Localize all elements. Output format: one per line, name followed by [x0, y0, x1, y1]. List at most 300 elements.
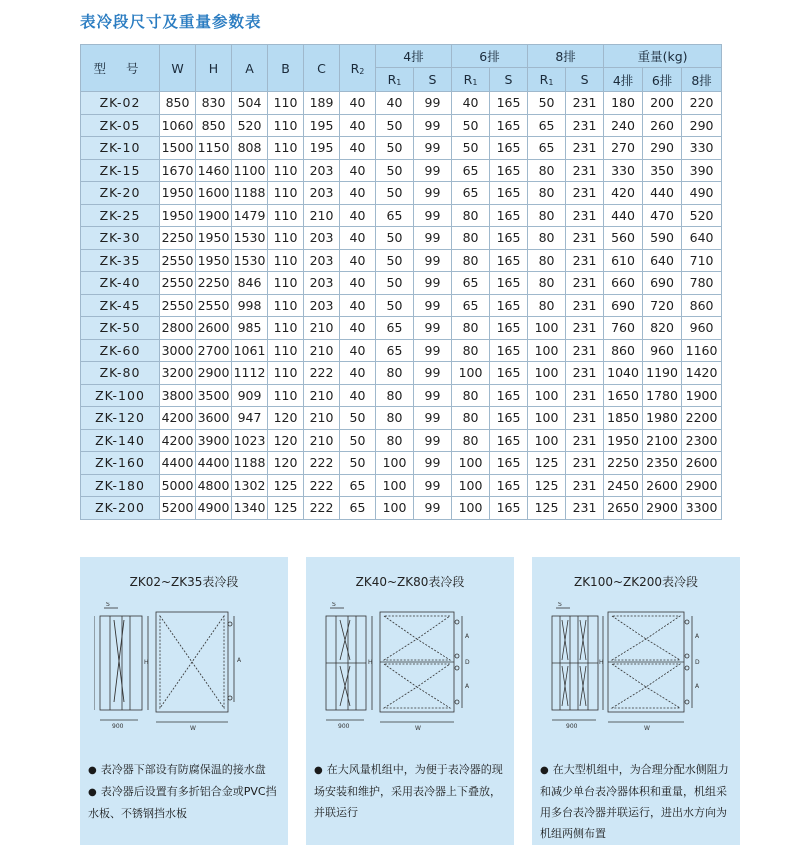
table-cell: 1950: [604, 429, 643, 452]
table-cell: 710: [682, 249, 722, 272]
table-cell: 80: [452, 339, 490, 362]
table-cell: 504: [232, 92, 268, 115]
table-cell: 80: [528, 204, 566, 227]
table-cell: 2100: [643, 429, 682, 452]
table-cell: 1850: [604, 407, 643, 430]
table-cell: 50: [376, 137, 414, 160]
table-cell: 65: [452, 294, 490, 317]
table-cell: 1500: [160, 137, 196, 160]
table-cell: 165: [490, 159, 528, 182]
table-cell: 65: [376, 317, 414, 340]
table-cell: 180: [604, 92, 643, 115]
table-row: [81, 114, 722, 137]
table-cell: 1100: [232, 159, 268, 182]
table-cell: 100: [452, 474, 490, 497]
table-cell: 100: [528, 339, 566, 362]
table-cell: 4900: [196, 497, 232, 520]
table-cell: 99: [414, 92, 452, 115]
table-cell: 960: [643, 339, 682, 362]
header-r2: R2: [340, 45, 376, 92]
table-cell: 99: [414, 182, 452, 205]
table-cell: 5200: [160, 497, 196, 520]
table-cell: 80: [528, 294, 566, 317]
header-r1: R1: [376, 68, 414, 92]
table-cell: 330: [604, 159, 643, 182]
table-cell: 50: [376, 249, 414, 272]
table-row: [81, 362, 722, 385]
table-cell: 40: [376, 92, 414, 115]
model-cell: ZK-60: [81, 339, 160, 362]
table-cell: 110: [268, 227, 304, 250]
table-cell: 231: [566, 339, 604, 362]
table-cell: 99: [414, 249, 452, 272]
table-row: [81, 272, 722, 295]
table-cell: 1530: [232, 227, 268, 250]
table-cell: 65: [452, 159, 490, 182]
spec-table: [80, 44, 722, 520]
svg-text:H: H: [599, 659, 604, 666]
table-row: [81, 137, 722, 160]
table-cell: 231: [566, 137, 604, 160]
table-cell: 231: [566, 114, 604, 137]
table-cell: 960: [682, 317, 722, 340]
table-cell: 99: [414, 407, 452, 430]
table-cell: 222: [304, 362, 340, 385]
table-cell: 99: [414, 159, 452, 182]
table-cell: 40: [452, 92, 490, 115]
table-cell: 2550: [160, 272, 196, 295]
table-cell: 40: [340, 339, 376, 362]
table-cell: 2900: [643, 497, 682, 520]
table-cell: 65: [528, 114, 566, 137]
svg-text:A: A: [465, 683, 470, 690]
panel-notes: [540, 759, 734, 844]
header-s: S: [490, 68, 528, 92]
table-cell: 490: [682, 182, 722, 205]
table-cell: 2550: [196, 294, 232, 317]
header-weight-6: 6排: [643, 68, 682, 92]
table-cell: 231: [566, 294, 604, 317]
table-cell: 80: [528, 272, 566, 295]
model-cell: ZK-10: [81, 137, 160, 160]
table-cell: 660: [604, 272, 643, 295]
table-cell: 65: [340, 497, 376, 520]
table-cell: 1530: [232, 249, 268, 272]
table-cell: 50: [340, 407, 376, 430]
table-cell: 200: [643, 92, 682, 115]
table-cell: 40: [340, 249, 376, 272]
table-cell: 40: [340, 182, 376, 205]
table-cell: 1112: [232, 362, 268, 385]
table-cell: 100: [452, 362, 490, 385]
table-cell: 165: [490, 249, 528, 272]
table-cell: 3600: [196, 407, 232, 430]
table-cell: 100: [452, 497, 490, 520]
table-cell: 520: [682, 204, 722, 227]
table-cell: 1340: [232, 497, 268, 520]
table-cell: 99: [414, 384, 452, 407]
table-cell: 909: [232, 384, 268, 407]
table-cell: 1950: [160, 182, 196, 205]
table-cell: 99: [414, 114, 452, 137]
table-cell: 850: [160, 92, 196, 115]
table-row: [81, 182, 722, 205]
table-cell: 1780: [643, 384, 682, 407]
table-row: [81, 452, 722, 475]
table-cell: 846: [232, 272, 268, 295]
table-cell: 231: [566, 474, 604, 497]
table-cell: 80: [452, 227, 490, 250]
table-cell: 125: [268, 474, 304, 497]
table-cell: 231: [566, 407, 604, 430]
table-cell: 780: [682, 272, 722, 295]
table-cell: 99: [414, 204, 452, 227]
table-cell: 40: [340, 204, 376, 227]
svg-text:A: A: [695, 683, 700, 690]
table-cell: 100: [376, 497, 414, 520]
table-cell: 1950: [196, 249, 232, 272]
table-cell: 640: [682, 227, 722, 250]
svg-text:D: D: [465, 659, 470, 666]
table-cell: 120: [268, 407, 304, 430]
table-cell: 203: [304, 159, 340, 182]
table-cell: 80: [528, 159, 566, 182]
svg-text:W: W: [644, 725, 650, 732]
table-cell: 1060: [160, 114, 196, 137]
table-cell: 203: [304, 227, 340, 250]
table-cell: 80: [452, 249, 490, 272]
model-cell: ZK-40: [81, 272, 160, 295]
table-cell: 590: [643, 227, 682, 250]
table-cell: 65: [528, 137, 566, 160]
table-cell: 1950: [160, 204, 196, 227]
header-c: C: [304, 45, 340, 92]
model-cell: ZK-30: [81, 227, 160, 250]
table-cell: 125: [528, 474, 566, 497]
table-cell: 2550: [160, 249, 196, 272]
table-cell: 99: [414, 294, 452, 317]
table-cell: 65: [452, 182, 490, 205]
table-cell: 1160: [682, 339, 722, 362]
header-s: S: [566, 68, 604, 92]
table-cell: 231: [566, 159, 604, 182]
table-cell: 3900: [196, 429, 232, 452]
table-cell: 470: [643, 204, 682, 227]
model-cell: ZK-80: [81, 362, 160, 385]
table-cell: 40: [340, 227, 376, 250]
table-row: [81, 227, 722, 250]
table-cell: 110: [268, 159, 304, 182]
header-weight: 重量(kg): [604, 45, 722, 68]
table-cell: 125: [528, 452, 566, 475]
table-cell: 110: [268, 339, 304, 362]
table-cell: 420: [604, 182, 643, 205]
table-cell: 210: [304, 204, 340, 227]
header-weight-4: 4排: [604, 68, 643, 92]
table-row: [81, 294, 722, 317]
header-group-6: 6排: [452, 45, 528, 68]
table-cell: 231: [566, 452, 604, 475]
table-cell: 2200: [682, 407, 722, 430]
table-cell: 125: [528, 497, 566, 520]
table-row: [81, 317, 722, 340]
header-group-4: 4排: [376, 45, 452, 68]
table-cell: 222: [304, 452, 340, 475]
table-cell: 231: [566, 384, 604, 407]
table-cell: 330: [682, 137, 722, 160]
table-cell: 1460: [196, 159, 232, 182]
table-cell: 270: [604, 137, 643, 160]
table-cell: 99: [414, 452, 452, 475]
table-cell: 165: [490, 429, 528, 452]
table-cell: 50: [452, 114, 490, 137]
table-cell: 640: [643, 249, 682, 272]
header-group-8: 8排: [528, 45, 604, 68]
table-cell: 1150: [196, 137, 232, 160]
table-cell: 50: [340, 429, 376, 452]
table-cell: 40: [340, 294, 376, 317]
table-cell: 1061: [232, 339, 268, 362]
table-cell: 110: [268, 137, 304, 160]
table-cell: 80: [528, 182, 566, 205]
table-cell: 99: [414, 339, 452, 362]
table-cell: 65: [452, 272, 490, 295]
panel-notes: [88, 759, 282, 824]
table-cell: 1040: [604, 362, 643, 385]
model-cell: ZK-45: [81, 294, 160, 317]
table-cell: 80: [452, 204, 490, 227]
table-cell: 110: [268, 272, 304, 295]
coil-diagram-stacked: [320, 602, 500, 742]
table-cell: 203: [304, 272, 340, 295]
table-cell: 99: [414, 227, 452, 250]
table-cell: 165: [490, 362, 528, 385]
panel-title: ZK100~ZK200表冷段: [573, 575, 699, 589]
table-cell: 440: [643, 182, 682, 205]
table-cell: 2650: [604, 497, 643, 520]
table-cell: 40: [340, 114, 376, 137]
table-cell: 1980: [643, 407, 682, 430]
table-cell: 40: [340, 362, 376, 385]
table-cell: 4400: [160, 452, 196, 475]
table-cell: 290: [643, 137, 682, 160]
table-cell: 99: [414, 497, 452, 520]
table-cell: 2800: [160, 317, 196, 340]
table-cell: 120: [268, 452, 304, 475]
model-cell: ZK-140: [81, 429, 160, 452]
table-cell: 1302: [232, 474, 268, 497]
table-row: [81, 384, 722, 407]
table-row: [81, 474, 722, 497]
svg-text:900: 900: [566, 723, 578, 730]
table-cell: 165: [490, 317, 528, 340]
table-cell: 99: [414, 272, 452, 295]
note-item: ● 在大风量机组中，为便于表冷器的现场安装和维护，采用表冷器上下叠放，并联运行: [314, 763, 503, 819]
header-h: H: [196, 45, 232, 92]
table-row: [81, 204, 722, 227]
model-cell: ZK-120: [81, 407, 160, 430]
table-cell: 1950: [196, 227, 232, 250]
table-cell: 720: [643, 294, 682, 317]
table-cell: 50: [376, 114, 414, 137]
table-cell: 2700: [196, 339, 232, 362]
panel-zk100-zk200: [532, 557, 740, 845]
table-cell: 1479: [232, 204, 268, 227]
table-cell: 65: [376, 339, 414, 362]
model-cell: ZK-20: [81, 182, 160, 205]
table-cell: 2600: [643, 474, 682, 497]
table-cell: 860: [604, 339, 643, 362]
table-cell: 80: [452, 407, 490, 430]
table-cell: 210: [304, 407, 340, 430]
table-cell: 110: [268, 384, 304, 407]
table-cell: 231: [566, 272, 604, 295]
table-cell: 80: [528, 227, 566, 250]
table-cell: 165: [490, 272, 528, 295]
svg-text:S: S: [332, 602, 336, 608]
table-cell: 240: [604, 114, 643, 137]
model-cell: ZK-15: [81, 159, 160, 182]
table-cell: 40: [340, 317, 376, 340]
table-cell: 260: [643, 114, 682, 137]
table-cell: 110: [268, 114, 304, 137]
table-cell: 830: [196, 92, 232, 115]
table-cell: 40: [340, 92, 376, 115]
table-cell: 3500: [196, 384, 232, 407]
table-cell: 520: [232, 114, 268, 137]
table-cell: 80: [376, 384, 414, 407]
table-cell: 80: [376, 362, 414, 385]
table-cell: 203: [304, 249, 340, 272]
table-cell: 210: [304, 384, 340, 407]
table-cell: 100: [528, 429, 566, 452]
table-cell: 165: [490, 474, 528, 497]
table-row: [81, 497, 722, 520]
svg-text:H: H: [368, 659, 373, 666]
panel-zk40-zk80: [306, 557, 514, 845]
header-r1: R1: [452, 68, 490, 92]
table-cell: 99: [414, 362, 452, 385]
table-cell: 2550: [160, 294, 196, 317]
table-cell: 110: [268, 182, 304, 205]
svg-text:A: A: [465, 633, 470, 640]
model-cell: ZK-180: [81, 474, 160, 497]
panel-notes: [314, 759, 508, 823]
table-cell: 189: [304, 92, 340, 115]
header-w: W: [160, 45, 196, 92]
table-cell: 4400: [196, 452, 232, 475]
table-cell: 3000: [160, 339, 196, 362]
table-cell: 220: [682, 92, 722, 115]
table-cell: 440: [604, 204, 643, 227]
table-cell: 2350: [643, 452, 682, 475]
coil-diagram-parallel: [546, 602, 726, 742]
table-cell: 2600: [196, 317, 232, 340]
header-model: 型 号: [81, 45, 160, 92]
table-cell: 4200: [160, 429, 196, 452]
table-cell: 2250: [196, 272, 232, 295]
table-cell: 100: [376, 452, 414, 475]
table-cell: 165: [490, 497, 528, 520]
page-title: 表冷段尺寸及重量参数表: [80, 13, 262, 31]
table-cell: 610: [604, 249, 643, 272]
table-cell: 231: [566, 362, 604, 385]
table-cell: 1650: [604, 384, 643, 407]
table-cell: 99: [414, 429, 452, 452]
table-cell: 2900: [682, 474, 722, 497]
table-cell: 231: [566, 204, 604, 227]
table-cell: 985: [232, 317, 268, 340]
table-cell: 808: [232, 137, 268, 160]
table-cell: 195: [304, 114, 340, 137]
model-cell: ZK-160: [81, 452, 160, 475]
table-cell: 1188: [232, 452, 268, 475]
model-cell: ZK-02: [81, 92, 160, 115]
table-cell: 100: [528, 384, 566, 407]
table-cell: 165: [490, 407, 528, 430]
table-cell: 165: [490, 182, 528, 205]
table-cell: 560: [604, 227, 643, 250]
table-cell: 860: [682, 294, 722, 317]
table-cell: 231: [566, 317, 604, 340]
table-row: [81, 159, 722, 182]
table-cell: 80: [376, 407, 414, 430]
table-cell: 125: [268, 497, 304, 520]
table-cell: 2250: [604, 452, 643, 475]
svg-text:H: H: [144, 659, 149, 666]
table-cell: 50: [452, 137, 490, 160]
svg-text:W: W: [190, 725, 196, 732]
table-cell: 231: [566, 497, 604, 520]
table-row: [81, 407, 722, 430]
table-cell: 222: [304, 474, 340, 497]
table-cell: 690: [604, 294, 643, 317]
table-cell: 231: [566, 227, 604, 250]
table-cell: 165: [490, 114, 528, 137]
model-cell: ZK-50: [81, 317, 160, 340]
table-cell: 110: [268, 92, 304, 115]
table-cell: 231: [566, 182, 604, 205]
table-cell: 3200: [160, 362, 196, 385]
table-cell: 165: [490, 452, 528, 475]
table-cell: 50: [528, 92, 566, 115]
table-cell: 40: [340, 137, 376, 160]
table-cell: 100: [376, 474, 414, 497]
table-cell: 222: [304, 497, 340, 520]
table-cell: 820: [643, 317, 682, 340]
table-cell: 110: [268, 294, 304, 317]
svg-text:A: A: [237, 657, 242, 664]
table-cell: 1188: [232, 182, 268, 205]
table-cell: 2600: [682, 452, 722, 475]
table-cell: 2250: [160, 227, 196, 250]
table-cell: 40: [340, 384, 376, 407]
table-cell: 203: [304, 294, 340, 317]
coil-diagram-single: [94, 602, 274, 742]
svg-text:A: A: [695, 633, 700, 640]
table-cell: 80: [452, 429, 490, 452]
table-cell: 99: [414, 137, 452, 160]
table-cell: 210: [304, 317, 340, 340]
header-b: B: [268, 45, 304, 92]
table-cell: 2450: [604, 474, 643, 497]
table-cell: 998: [232, 294, 268, 317]
table-cell: 195: [304, 137, 340, 160]
panel-zk02-zk35: [80, 557, 288, 845]
table-cell: 165: [490, 339, 528, 362]
svg-text:900: 900: [112, 723, 124, 730]
table-cell: 110: [268, 249, 304, 272]
